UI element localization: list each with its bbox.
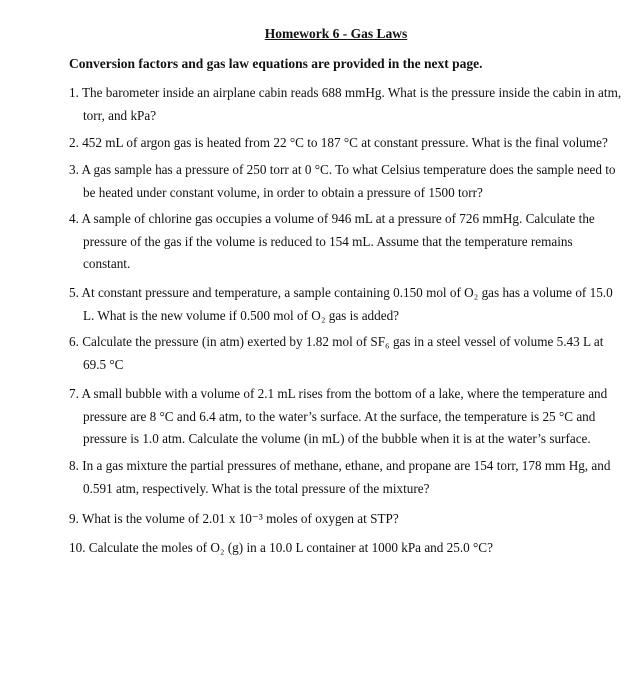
question-line: At constant pressure and temperature, a sample containing 0.150 mol of O₂ gas has a volume of 15.0 <box>81 285 613 300</box>
question-number: 6. <box>69 334 79 349</box>
question-number: 1. <box>69 85 79 100</box>
question-line: pressure is 1.0 atm. Calculate the volume (in mL) of the bubble when it is at the water’s surface. <box>83 431 591 446</box>
question-line: In a gas mixture the partial pressures of methane, ethane, and propane are 154 torr, 178 mm Hg, and <box>82 458 611 473</box>
question-7 <box>69 383 608 451</box>
question-line: L. What is the new volume if 0.500 mol of O₂ gas is added? <box>83 307 400 323</box>
question-number: 3. <box>69 162 79 177</box>
question-line: constant. <box>83 256 131 271</box>
question-line: torr, and kPa? <box>83 107 157 123</box>
question-line: Calculate the pressure (in atm) exerted by 1.82 mol of SF₆ gas in a steel vessel of volume 5.43 L at <box>82 334 604 349</box>
question-number: 4. <box>69 211 79 226</box>
question-line: 0.591 atm, respectively. What is the total pressure of the mixture? <box>83 480 430 496</box>
question-number: 5. <box>69 285 79 300</box>
question-5 <box>69 282 613 327</box>
question-number: 9. <box>69 511 79 526</box>
question-line: A gas sample has a pressure of 250 torr at 0 °C. To what Celsius temperature does the sample need to <box>81 162 616 177</box>
question-number: 10. <box>69 540 86 555</box>
question-line: 69.5 °C <box>83 356 124 372</box>
question-line: What is the volume of 2.01 x 10⁻³ moles of oxygen at STP? <box>81 511 399 526</box>
question-line: pressure of the gas if the volume is reduced to 154 mL. Assume that the temperature remains <box>83 233 573 249</box>
question-number: 8. <box>69 458 79 473</box>
question-4 <box>69 208 605 276</box>
question-9 <box>69 508 605 531</box>
question-line: A small bubble with a volume of 2.1 mL rises from the bottom of a lake, where the temperature and <box>81 386 608 401</box>
question-line: The barometer inside an airplane cabin reads 688 mmHg. What is the pressure inside the cabin in atm, <box>81 85 622 100</box>
question-3 <box>69 159 616 204</box>
question-line: be heated under constant volume, in order to obtain a pressure of 1500 torr? <box>83 184 483 200</box>
question-line: A sample of chlorine gas occupies a volume of 946 mL at a pressure of 726 mmHg. Calculate the <box>81 211 595 226</box>
conversion-note: Conversion factors and gas law equations are provided in the next page. <box>69 56 483 71</box>
question-10 <box>69 537 605 560</box>
page-title: Homework 6 - Gas Laws <box>264 26 408 41</box>
question-1 <box>69 82 622 127</box>
question-8 <box>69 455 611 500</box>
question-line: 452 mL of argon gas is heated from 22 °C to 187 °C at constant pressure. What is the final volume? <box>82 135 608 150</box>
question-number: 2. <box>69 135 79 150</box>
question-6 <box>69 331 605 376</box>
question-line: Calculate the moles of O₂ (g) in a 10.0 L container at 1000 kPa and 25.0 °C? <box>88 540 493 555</box>
question-line: pressure are 8 °C and 6.4 atm, to the water’s surface. At the surface, the temperature is 25 °C and <box>83 408 596 424</box>
question-2 <box>69 132 608 155</box>
question-number: 7. <box>69 386 79 401</box>
